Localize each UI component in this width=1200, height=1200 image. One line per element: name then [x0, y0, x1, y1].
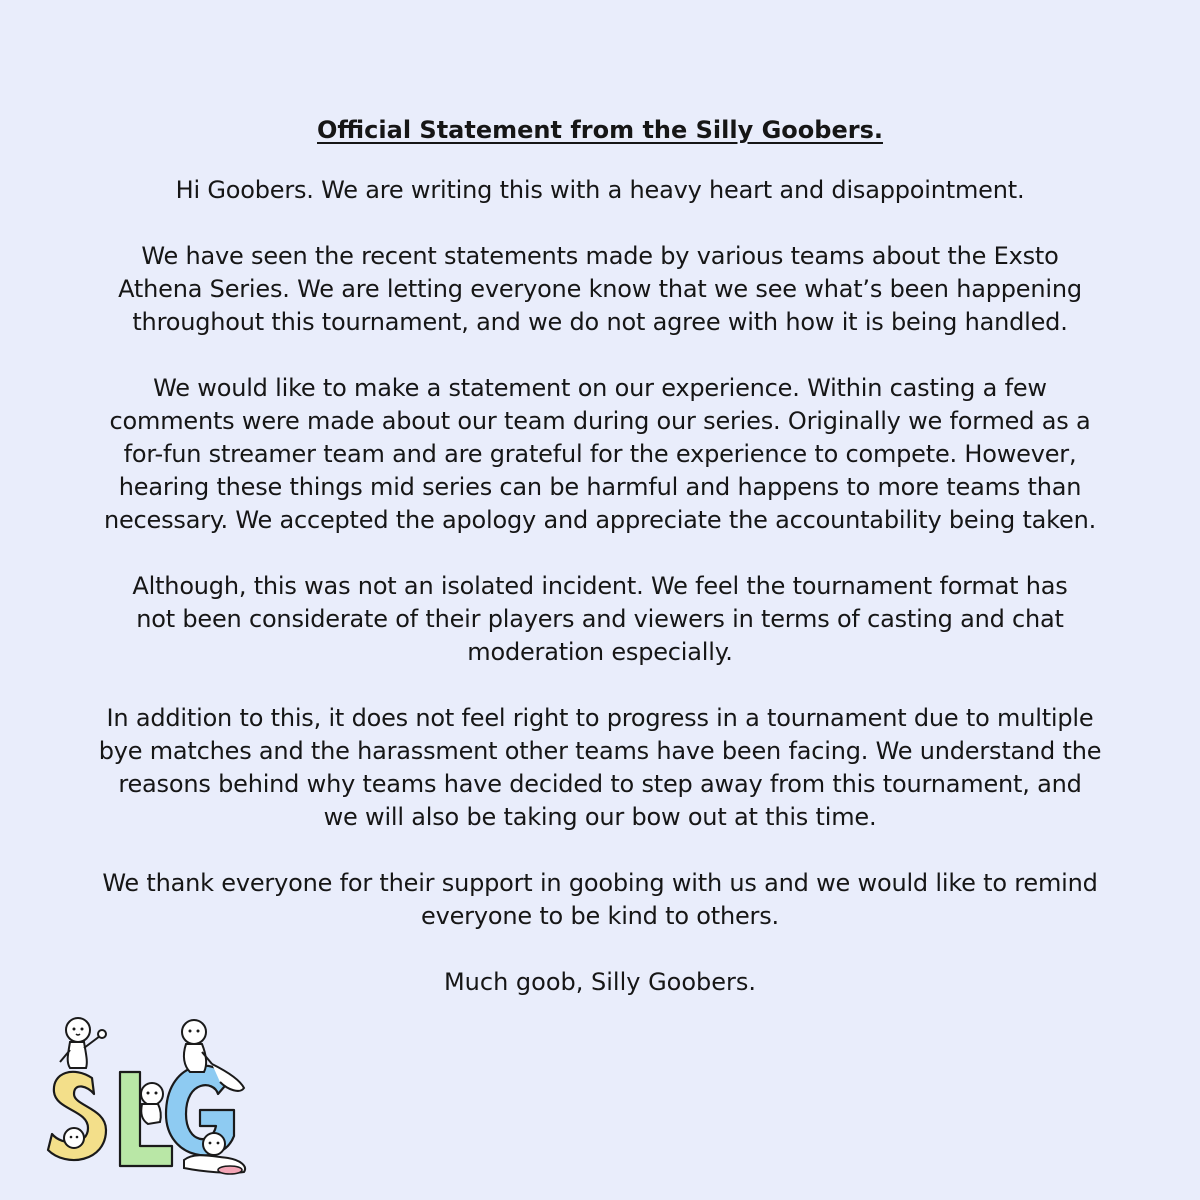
paragraph-line: we will also be taking our bow out at this time.	[323, 803, 877, 831]
paragraph-line: moderation especially.	[467, 638, 733, 666]
paragraph-1	[60, 240, 1140, 339]
goober-figure	[60, 1018, 106, 1068]
slg-logo	[44, 1010, 254, 1180]
paragraph-line: We have seen the recent statements made by various teams about the Exsto	[141, 242, 1059, 270]
goober-figure	[141, 1083, 163, 1124]
paragraph-line: necessary. We accepted the apology and appreciate the accountability being taken.	[103, 506, 1097, 534]
paragraph-line: throughout this tournament, and we do not agree with how it is being handled.	[132, 308, 1068, 336]
goober-figure	[64, 1128, 84, 1148]
paragraph-line: We thank everyone for their support in goobing with us and we would like to remind	[102, 869, 1098, 897]
paragraph-5	[60, 867, 1140, 933]
paragraph-line: In addition to this, it does not feel right to progress in a tournament due to multiple	[106, 704, 1094, 732]
signoff: Much goob, Silly Goobers.	[443, 968, 757, 996]
statement	[60, 108, 1140, 999]
paragraph-line: comments were made about our team during our series. Originally we formed as a	[109, 407, 1091, 435]
paragraph-3	[60, 570, 1140, 669]
paragraph-line: everyone to be kind to others.	[421, 902, 779, 930]
paragraph-line: Athena Series. We are letting everyone know that we see what’s been happening	[118, 275, 1082, 303]
paragraph-4	[60, 702, 1140, 834]
paragraph-line: not been considerate of their players and viewers in terms of casting and chat	[136, 605, 1064, 633]
paragraph-line: hearing these things mid series can be harmful and happens to more teams than	[118, 473, 1082, 501]
paragraph-line: reasons behind why teams have decided to step away from this tournament, and	[118, 770, 1082, 798]
paragraph-2	[60, 372, 1140, 537]
paragraph-line: We would like to make a statement on our experience. Within casting a few	[153, 374, 1047, 402]
paragraph-line: Although, this was not an isolated incident. We feel the tournament format has	[132, 572, 1068, 600]
paragraph-line: for-fun streamer team and are grateful for the experience to compete. However,	[123, 440, 1077, 468]
paragraph-line: bye matches and the harassment other teams have been facing. We understand the	[98, 737, 1102, 765]
greeting: Hi Goobers. We are writing this with a heavy heart and disappointment.	[175, 176, 1025, 204]
statement-title: Official Statement from the Silly Goobers.	[317, 116, 883, 144]
